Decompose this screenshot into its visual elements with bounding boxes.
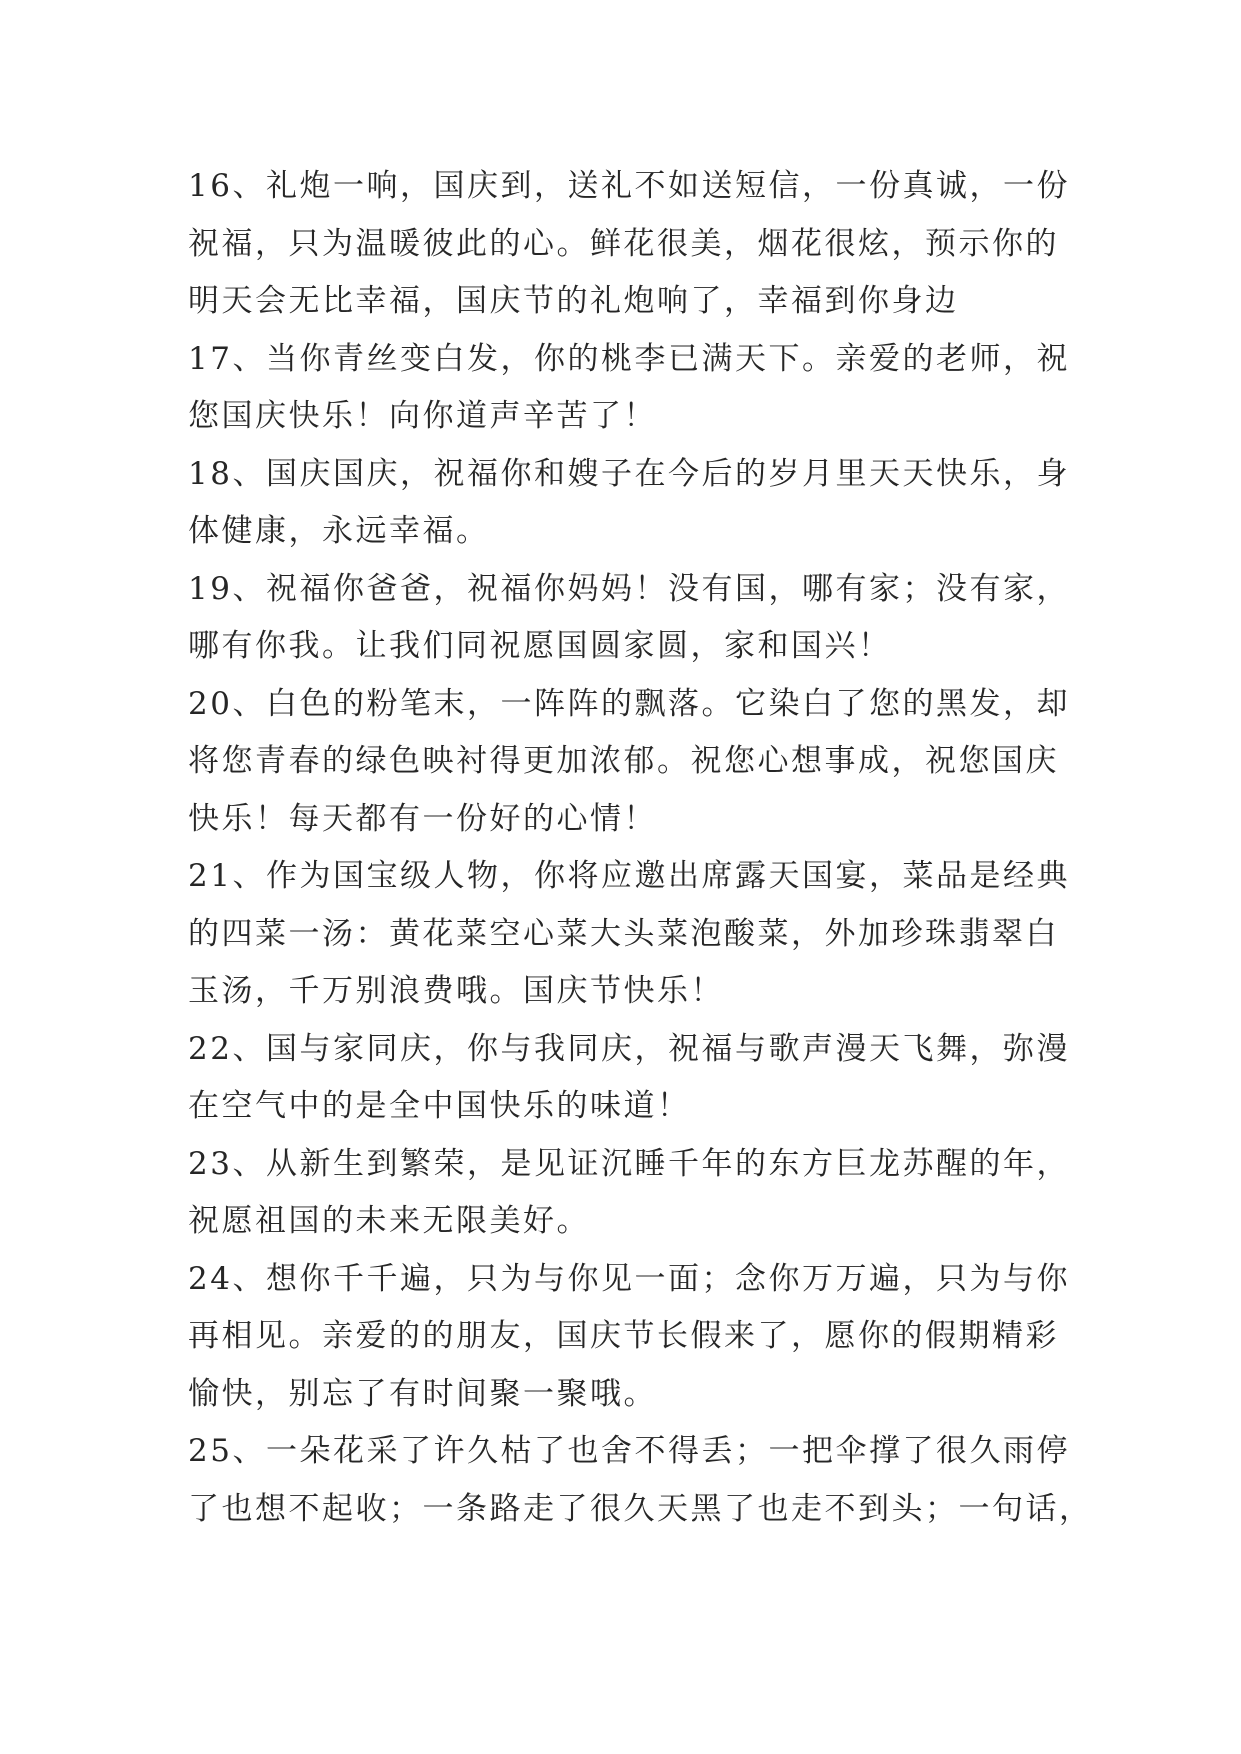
text-line: 祝愿祖国的未来无限美好。	[188, 1203, 590, 1239]
text-line: 17、当你青丝变白发，你的桃李已满天下。亲爱的老师，祝	[188, 340, 1070, 377]
text-line: 哪有你我。让我们同祝愿国圆家圆，家和国兴！	[188, 628, 892, 664]
text-line: 祝福，只为温暖彼此的心。鲜花很美，烟花很炫，预示你的	[188, 225, 1059, 262]
text-line: 明天会无比幸福，国庆节的礼炮响了，幸福到你身边	[188, 283, 959, 319]
document-body	[188, 158, 1093, 1538]
text-line: 再相见。亲爱的的朋友，国庆节长假来了，愿你的假期精彩	[188, 1318, 1059, 1354]
text-line: 25、一朵花采了许久枯了也舍不得丢；一把伞撑了很久雨停	[188, 1433, 1070, 1469]
text-line: 23、从新生到繁荣，是见证沉睡千年的东方巨龙苏醒的年，	[188, 1145, 1070, 1182]
text-line: 16、礼炮一响，国庆到，送礼不如送短信，一份真诚，一份	[188, 168, 1070, 204]
text-line: 22、国与家同庆，你与我同庆，祝福与歌声漫天飞舞，弥漫	[188, 1030, 1070, 1067]
text-line: 您国庆快乐！向你道声辛苦了！	[188, 398, 657, 434]
text-line: 了也想不起收；一条路走了很久天黑了也走不到头；一句话，	[188, 1490, 1093, 1527]
text-line: 24、想你千千遍，只为与你见一面；念你万万遍，只为与你	[188, 1260, 1070, 1297]
text-line: 19、祝福你爸爸，祝福你妈妈！没有国，哪有家；没有家，	[188, 570, 1070, 607]
text-line: 20、白色的粉笔末，一阵阵的飘落。它染白了您的黑发，却	[188, 685, 1070, 722]
text-line: 18、国庆国庆，祝福你和嫂子在今后的岁月里天天快乐，身	[188, 455, 1070, 492]
text-line: 21、作为国宝级人物，你将应邀出席露天国宴，菜品是经典	[188, 858, 1070, 894]
text-line: 将您青春的绿色映衬得更加浓郁。祝您心想事成，祝您国庆	[188, 743, 1059, 779]
text-line: 的四菜一汤：黄花菜空心菜大头菜泡酸菜，外加珍珠翡翠白	[188, 915, 1059, 952]
text-line: 快乐！每天都有一份好的心情！	[188, 800, 657, 837]
text-line: 体健康，永远幸福。	[188, 513, 490, 549]
text-line: 在空气中的是全中国快乐的味道！	[188, 1088, 691, 1124]
text-line: 玉汤，千万别浪费哦。国庆节快乐！	[188, 973, 724, 1009]
text-line: 愉快，别忘了有时间聚一聚哦。	[188, 1375, 657, 1412]
